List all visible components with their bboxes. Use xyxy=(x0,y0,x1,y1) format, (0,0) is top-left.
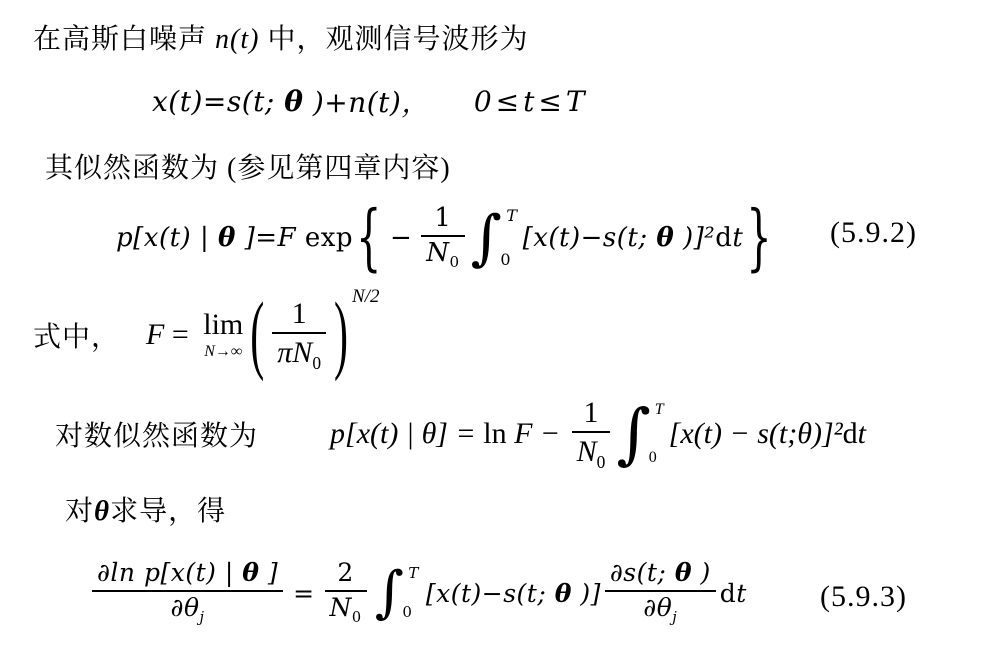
eq-signal-lhs: x(t)=s(t; xyxy=(152,84,285,118)
integral-sign: ∫ xyxy=(616,394,651,472)
den-sub: j xyxy=(199,609,205,626)
likelihood-intro-text: 其似然函数为 (参见第四章内容) xyxy=(45,153,451,184)
intro-math-nt: n(t) xyxy=(215,24,260,55)
num-b: ] xyxy=(259,558,279,588)
F-symbol: F xyxy=(146,318,165,351)
den-sub: j xyxy=(672,609,678,626)
differential-d: d xyxy=(715,223,733,253)
fraction-denominator xyxy=(325,592,367,626)
eq-signal-rhs: )+n(t)， xyxy=(303,86,430,119)
limit-block xyxy=(203,310,243,360)
den-base: πN xyxy=(277,336,313,370)
fraction-numerator: 1 xyxy=(421,205,464,237)
theta-symbol: θ xyxy=(217,223,236,253)
integral-limits xyxy=(500,206,518,269)
theta-symbol: θ xyxy=(94,495,111,527)
integral xyxy=(374,560,422,626)
derivative-intro-a: 对 xyxy=(65,496,95,527)
num-a: ∂ln p[x(t) | xyxy=(97,558,243,588)
eq-likelihood-lhs-b: ]=F xyxy=(235,223,305,253)
left-brace: { xyxy=(356,196,382,280)
lhs-derivative-fraction xyxy=(92,560,283,625)
equals-sign: = xyxy=(164,318,197,351)
eq-number-5-9-3 xyxy=(820,580,907,614)
right-brace: } xyxy=(746,196,773,280)
differential-t: t xyxy=(736,578,747,608)
derivative-intro-b: 求导，得 xyxy=(110,496,227,527)
lim-operator: lim xyxy=(203,308,244,341)
fraction-numerator xyxy=(92,560,283,591)
integrand-a: [x(t)−s(t; xyxy=(522,223,657,253)
fraction-1-over-piN0 xyxy=(272,298,326,373)
fraction-denominator xyxy=(572,433,611,471)
intro-text-a: 在高斯白噪声 xyxy=(33,24,216,55)
integral-lower-limit: 0 xyxy=(500,250,512,269)
integral-sign: ∫ xyxy=(470,202,503,273)
den-base: N xyxy=(329,592,352,622)
exponent-N-over-2: N/2 xyxy=(352,286,380,307)
integral-upper-limit: T xyxy=(408,564,419,582)
integrand-a: [x(t)−s(t; xyxy=(425,578,555,608)
fraction-2-over-N0 xyxy=(325,560,367,625)
integral-lower-limit: 0 xyxy=(648,449,657,466)
theta-symbol: θ xyxy=(674,558,692,588)
fraction-numerator: 2 xyxy=(325,560,367,591)
fraction-denominator xyxy=(421,237,464,271)
den-sub: 0 xyxy=(312,353,322,374)
num-b: ) xyxy=(692,558,711,588)
theta-symbol: θ xyxy=(242,558,260,588)
fraction-numerator: 1 xyxy=(572,397,611,434)
log-likelihood-lhs: p[x(t) | θ] = xyxy=(330,417,484,450)
differential-d: d xyxy=(719,578,737,608)
den-base: N xyxy=(426,238,450,269)
fraction-denominator xyxy=(92,592,283,626)
eq-number-text: (5.9.3) xyxy=(820,580,907,613)
eq-likelihood-lhs-a: p[x(t) | xyxy=(116,223,218,253)
integrand-b: )]² xyxy=(674,223,716,253)
right-paren: ) xyxy=(334,286,349,384)
intro-text xyxy=(33,17,528,57)
theta-symbol: θ xyxy=(554,578,572,608)
differential-d: d xyxy=(842,417,858,450)
log-likelihood-label: 对数似然函数为 xyxy=(55,421,259,452)
fraction-denominator xyxy=(605,592,716,626)
where-label: 式中， xyxy=(33,322,121,353)
lim-subscript: N→∞ xyxy=(204,343,243,360)
partial-s-fraction xyxy=(605,560,716,625)
differential-t: t xyxy=(857,417,866,450)
eq-number-5-9-2 xyxy=(830,216,917,250)
den-sub: 0 xyxy=(351,609,362,626)
den-base: N xyxy=(576,435,597,469)
integral-lower-limit: 0 xyxy=(402,603,413,621)
differential-t: t xyxy=(732,223,744,253)
left-paren: ( xyxy=(250,286,265,384)
theta-symbol: θ xyxy=(656,223,675,253)
den-sub: 0 xyxy=(596,452,606,473)
integrand: [x(t) − s(t;θ)]² xyxy=(668,417,843,450)
integral xyxy=(470,202,521,273)
den-sub: 0 xyxy=(449,253,460,272)
likelihood-intro xyxy=(45,146,451,186)
where-clause xyxy=(33,286,379,384)
integral-limits xyxy=(402,564,419,621)
fraction-1-over-N0 xyxy=(572,397,611,472)
equals-sign: = xyxy=(293,578,315,608)
fraction-numerator: 1 xyxy=(272,298,326,335)
ln-operator: ln xyxy=(483,417,507,450)
fraction-denominator xyxy=(272,334,326,372)
exp-operator: exp xyxy=(304,223,354,253)
derivative-intro xyxy=(65,489,226,529)
log-likelihood-line xyxy=(55,390,866,478)
eq-signal-model xyxy=(152,81,589,121)
integral-limits xyxy=(648,401,664,467)
eq-derivative xyxy=(88,546,747,640)
integral-upper-limit: T xyxy=(506,206,518,225)
fraction-numerator xyxy=(605,560,716,591)
eq-number-text: (5.9.2) xyxy=(830,216,917,249)
integrand-b: )] xyxy=(571,578,601,608)
intro-text-b: 中，观测信号波形为 xyxy=(259,24,529,55)
log-likelihood-mid: F − xyxy=(506,417,568,450)
theta-symbol: θ xyxy=(284,84,304,118)
integral-upper-limit: T xyxy=(654,401,664,418)
eq-signal-range: 0≤t≤T xyxy=(473,84,589,118)
den-base: ∂θ xyxy=(170,592,200,622)
den-base: ∂θ xyxy=(643,592,673,622)
integral-sign: ∫ xyxy=(374,560,405,626)
eq-likelihood xyxy=(116,196,775,280)
integral xyxy=(616,394,666,472)
minus-sign: − xyxy=(389,223,413,253)
fraction-1-over-N0 xyxy=(421,202,464,272)
num-a: ∂s(t; xyxy=(609,558,675,588)
